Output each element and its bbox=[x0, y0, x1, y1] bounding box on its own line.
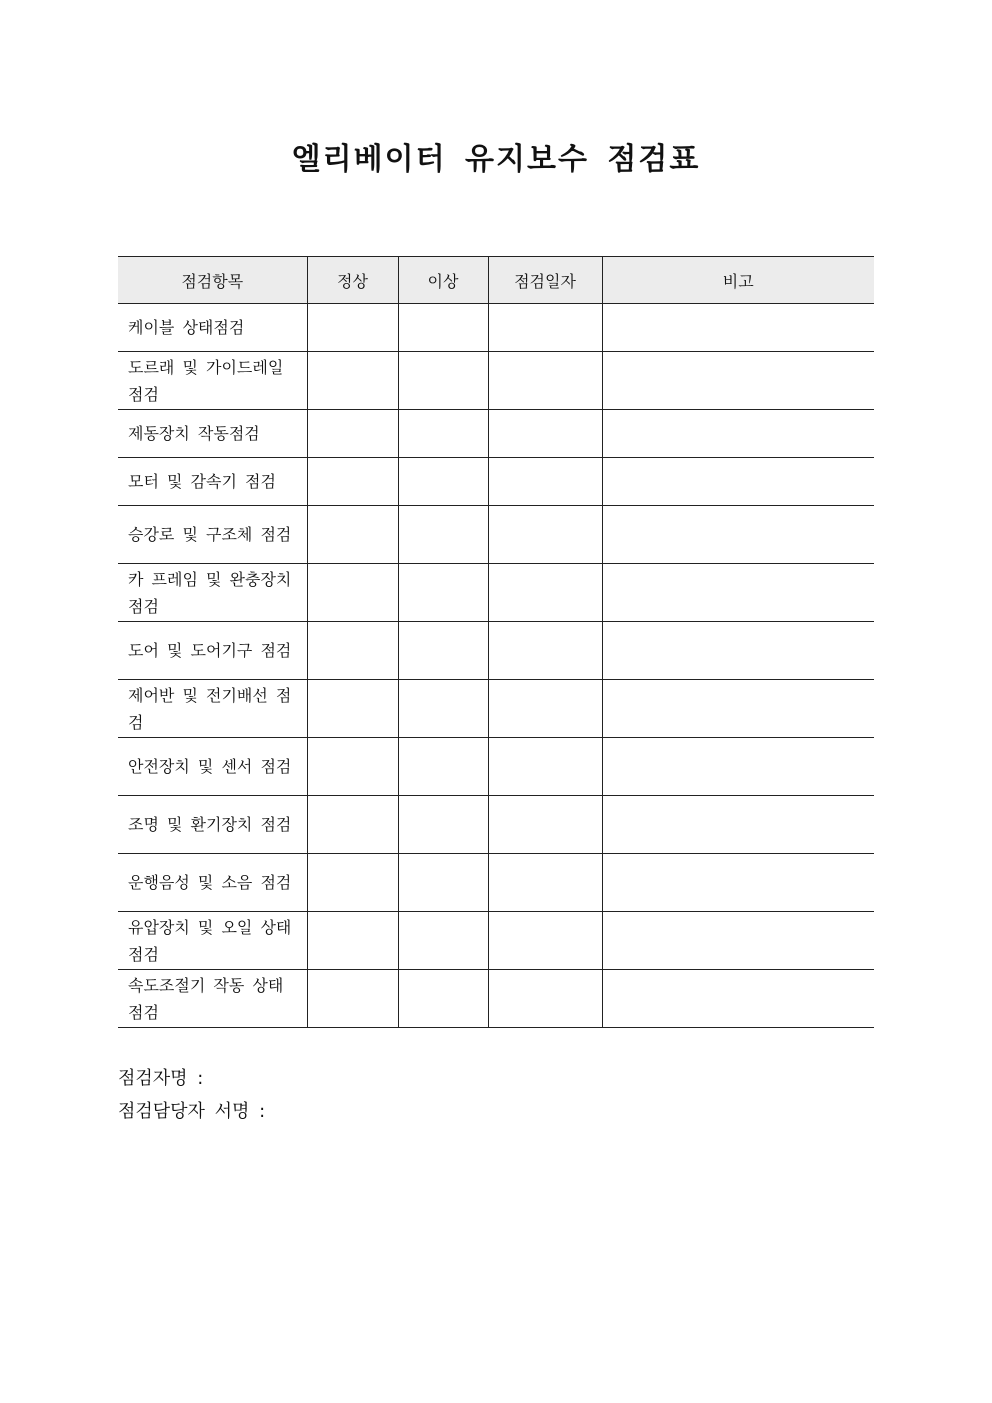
abnormal-cell[interactable] bbox=[398, 564, 488, 622]
table-row bbox=[118, 680, 874, 738]
item-cell bbox=[118, 304, 307, 352]
item-cell bbox=[118, 622, 307, 680]
normal-cell[interactable] bbox=[307, 506, 398, 564]
remarks-cell[interactable] bbox=[602, 912, 874, 970]
table-row bbox=[118, 912, 874, 970]
abnormal-cell[interactable] bbox=[398, 970, 488, 1028]
item-cell bbox=[118, 970, 307, 1028]
remarks-cell[interactable] bbox=[602, 970, 874, 1028]
date-cell[interactable] bbox=[488, 304, 602, 352]
date-cell[interactable] bbox=[488, 912, 602, 970]
abnormal-cell[interactable] bbox=[398, 304, 488, 352]
normal-cell[interactable] bbox=[307, 680, 398, 738]
abnormal-cell[interactable] bbox=[398, 796, 488, 854]
item-label: 제어반 및 전기배선 점검 bbox=[128, 685, 292, 732]
table-row bbox=[118, 622, 874, 680]
normal-cell[interactable] bbox=[307, 564, 398, 622]
abnormal-cell[interactable] bbox=[398, 410, 488, 458]
table-row bbox=[118, 796, 874, 854]
remarks-cell[interactable] bbox=[602, 506, 874, 564]
table-row bbox=[118, 564, 874, 622]
item-cell bbox=[118, 738, 307, 796]
date-cell[interactable] bbox=[488, 854, 602, 912]
remarks-cell[interactable] bbox=[602, 796, 874, 854]
abnormal-cell[interactable] bbox=[398, 738, 488, 796]
date-cell[interactable] bbox=[488, 970, 602, 1028]
item-label: 케이블 상태점검 bbox=[128, 318, 245, 337]
normal-cell[interactable] bbox=[307, 738, 398, 796]
header-item: 점검항목 bbox=[118, 257, 307, 304]
date-cell[interactable] bbox=[488, 796, 602, 854]
item-label: 속도조절기 작동 상태 점검 bbox=[128, 975, 284, 1022]
header-normal: 정상 bbox=[307, 257, 398, 304]
item-cell bbox=[118, 352, 307, 410]
date-cell[interactable] bbox=[488, 622, 602, 680]
abnormal-cell[interactable] bbox=[398, 458, 488, 506]
item-cell bbox=[118, 410, 307, 458]
remarks-cell[interactable] bbox=[602, 738, 874, 796]
inspector-name-label: 점검자명 : bbox=[118, 1068, 204, 1089]
abnormal-cell[interactable] bbox=[398, 622, 488, 680]
normal-cell[interactable] bbox=[307, 796, 398, 854]
item-label: 카 프레임 및 완충장치 점검 bbox=[128, 569, 292, 616]
item-cell bbox=[118, 854, 307, 912]
item-cell bbox=[118, 458, 307, 506]
remarks-cell[interactable] bbox=[602, 854, 874, 912]
date-cell[interactable] bbox=[488, 564, 602, 622]
table-row bbox=[118, 738, 874, 796]
table-row bbox=[118, 410, 874, 458]
remarks-cell[interactable] bbox=[602, 352, 874, 410]
item-label: 승강로 및 구조체 점검 bbox=[128, 525, 292, 544]
table-header-row bbox=[118, 257, 874, 304]
abnormal-cell[interactable] bbox=[398, 912, 488, 970]
item-label: 조명 및 환기장치 점검 bbox=[128, 815, 292, 834]
date-cell[interactable] bbox=[488, 738, 602, 796]
normal-cell[interactable] bbox=[307, 854, 398, 912]
item-label: 유압장치 및 오일 상태 점검 bbox=[128, 917, 292, 964]
item-cell bbox=[118, 912, 307, 970]
item-cell bbox=[118, 564, 307, 622]
item-cell bbox=[118, 506, 307, 564]
table-row bbox=[118, 854, 874, 912]
item-label: 안전장치 및 센서 점검 bbox=[128, 757, 292, 776]
normal-cell[interactable] bbox=[307, 970, 398, 1028]
normal-cell[interactable] bbox=[307, 352, 398, 410]
remarks-cell[interactable] bbox=[602, 304, 874, 352]
table-row bbox=[118, 352, 874, 410]
table-row bbox=[118, 970, 874, 1028]
abnormal-cell[interactable] bbox=[398, 352, 488, 410]
item-label: 도르래 및 가이드레일 점검 bbox=[128, 357, 284, 404]
header-abnormal: 이상 bbox=[398, 257, 488, 304]
table-row bbox=[118, 506, 874, 564]
normal-cell[interactable] bbox=[307, 458, 398, 506]
item-label: 제동장치 작동점검 bbox=[128, 424, 260, 443]
header-date: 점검일자 bbox=[488, 257, 602, 304]
date-cell[interactable] bbox=[488, 352, 602, 410]
normal-cell[interactable] bbox=[307, 912, 398, 970]
abnormal-cell[interactable] bbox=[398, 854, 488, 912]
abnormal-cell[interactable] bbox=[398, 506, 488, 564]
item-cell bbox=[118, 796, 307, 854]
table-row bbox=[118, 458, 874, 506]
remarks-cell[interactable] bbox=[602, 622, 874, 680]
abnormal-cell[interactable] bbox=[398, 680, 488, 738]
header-remarks: 비고 bbox=[602, 257, 874, 304]
item-label: 운행음성 및 소음 점검 bbox=[128, 873, 292, 892]
table-row bbox=[118, 304, 874, 352]
remarks-cell[interactable] bbox=[602, 564, 874, 622]
remarks-cell[interactable] bbox=[602, 410, 874, 458]
normal-cell[interactable] bbox=[307, 304, 398, 352]
inspection-table bbox=[118, 256, 874, 1028]
date-cell[interactable] bbox=[488, 680, 602, 738]
date-cell[interactable] bbox=[488, 410, 602, 458]
date-cell[interactable] bbox=[488, 506, 602, 564]
item-label: 도어 및 도어기구 점검 bbox=[128, 641, 292, 660]
item-cell bbox=[118, 680, 307, 738]
date-cell[interactable] bbox=[488, 458, 602, 506]
item-label: 모터 및 감속기 점검 bbox=[128, 472, 276, 491]
normal-cell[interactable] bbox=[307, 622, 398, 680]
manager-signature-label: 점검담당자 서명 : bbox=[118, 1101, 266, 1122]
remarks-cell[interactable] bbox=[602, 680, 874, 738]
remarks-cell[interactable] bbox=[602, 458, 874, 506]
page-title: 엘리베이터 유지보수 점검표 bbox=[291, 142, 701, 177]
normal-cell[interactable] bbox=[307, 410, 398, 458]
